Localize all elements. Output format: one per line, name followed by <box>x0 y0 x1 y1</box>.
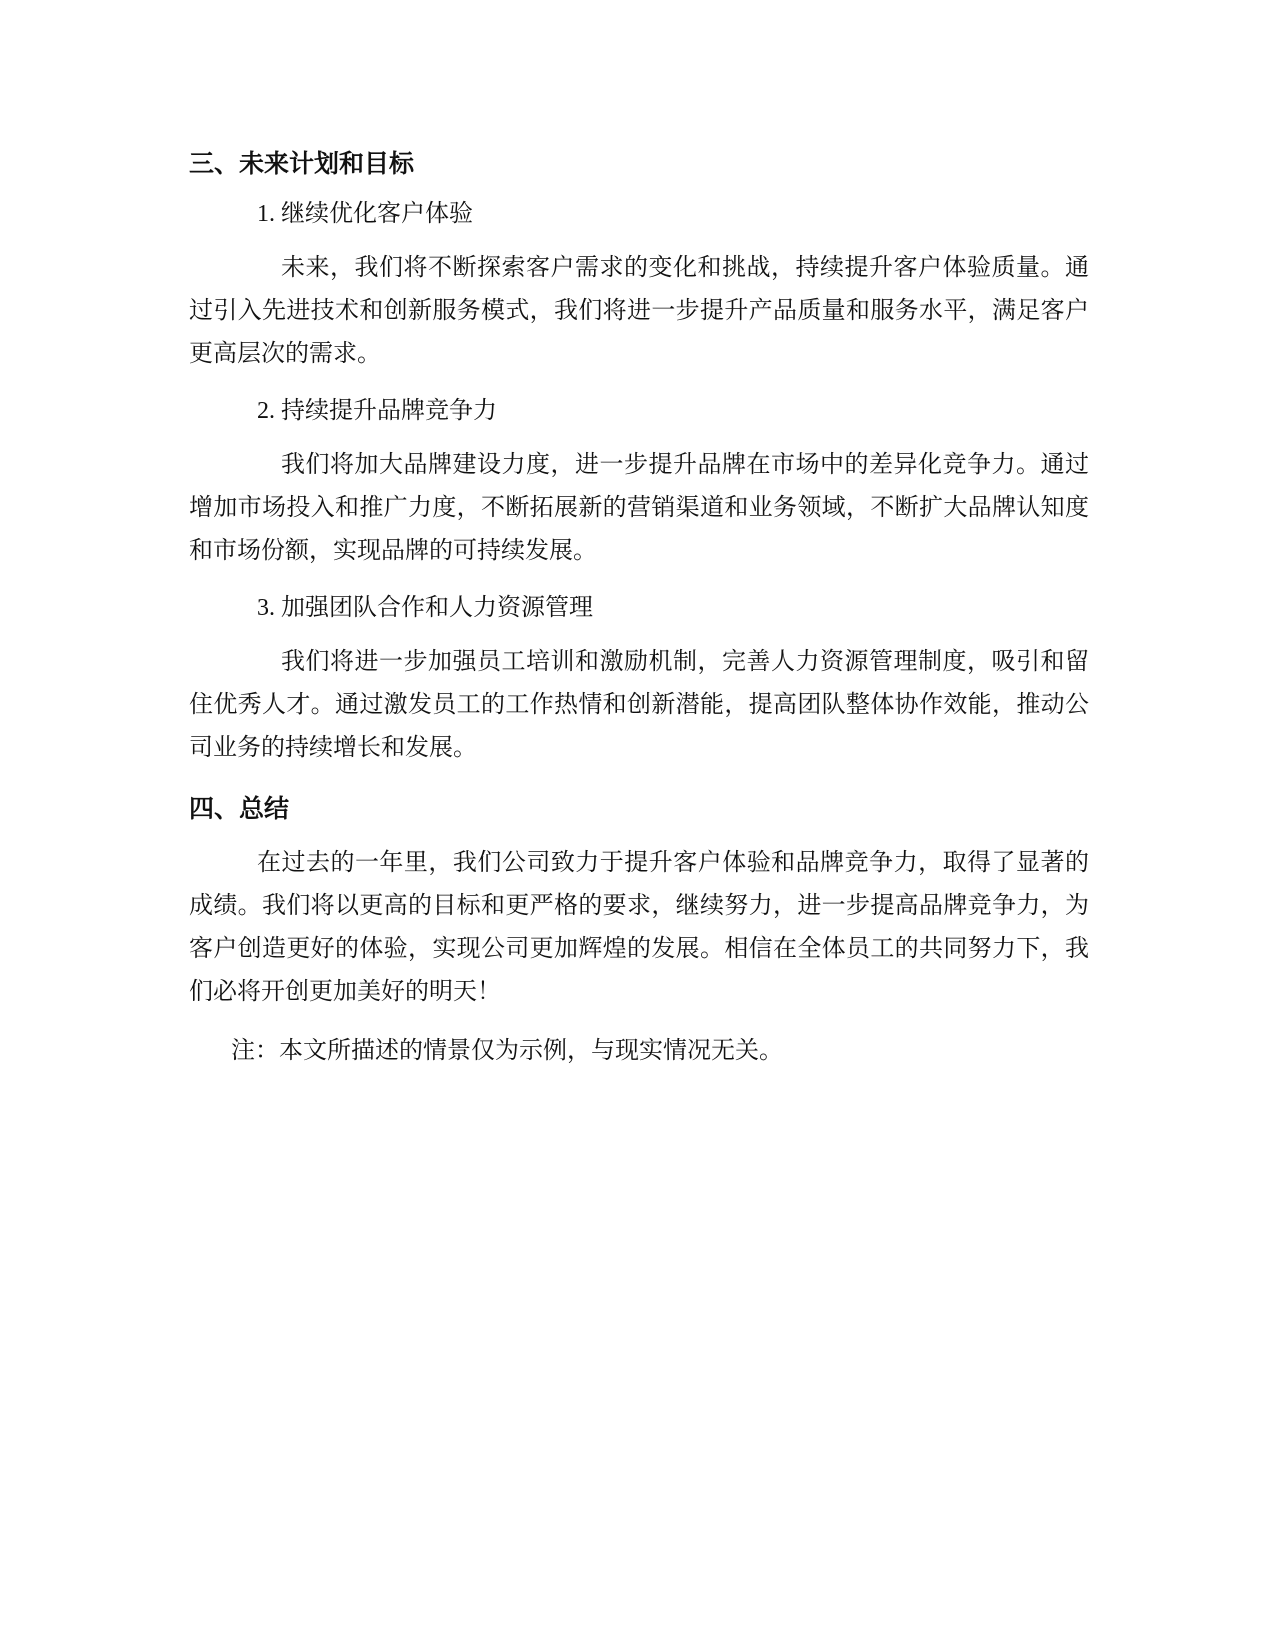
paragraph-team-hr: 我们将进一步加强员工培训和激励机制，完善人力资源管理制度，吸引和留住优秀人才。通过激发员工的工作热情和创新潜能，提高团队整体协作效能，推动公司业务的持续增长和发展。 <box>189 649 1089 761</box>
document-content <box>189 147 1089 1070</box>
section-heading-future-plans: 三、未来计划和目标 <box>189 149 415 178</box>
paragraph-customer-experience: 未来，我们将不断探索客户需求的变化和挑战，持续提升客户体验质量。通过引入先进技术和创新服务模式，我们将进一步提升产品质量和服务水平，满足客户更高层次的需求。 <box>189 255 1089 367</box>
paragraph-summary: 在过去的一年里，我们公司致力于提升客户体验和品牌竞争力，取得了显著的成绩。我们将以更高的目标和更严格的要求，继续努力，进一步提高品牌竞争力，为客户创造更好的体验，实现公司更加辉煌的发展。相信在全体员工的共同努力下，我们必将开创更加美好的明天！ <box>189 850 1089 1005</box>
disclaimer-note: 注：本文所描述的情景仅为示例，与现实情况无关。 <box>231 1038 783 1064</box>
subheading-brand-competitiveness: 2. 持续提升品牌竞争力 <box>257 398 497 424</box>
section-heading-summary: 四、总结 <box>189 794 290 823</box>
paragraph-brand-competitiveness: 我们将加大品牌建设力度，进一步提升品牌在市场中的差异化竞争力。通过增加市场投入和推广力度，不断拓展新的营销渠道和业务领域，不断扩大品牌认知度和市场份额，实现品牌的可持续发展。 <box>189 452 1089 564</box>
subheading-team-hr: 3. 加强团队合作和人力资源管理 <box>257 595 593 621</box>
subheading-customer-experience: 1. 继续优化客户体验 <box>257 201 473 227</box>
